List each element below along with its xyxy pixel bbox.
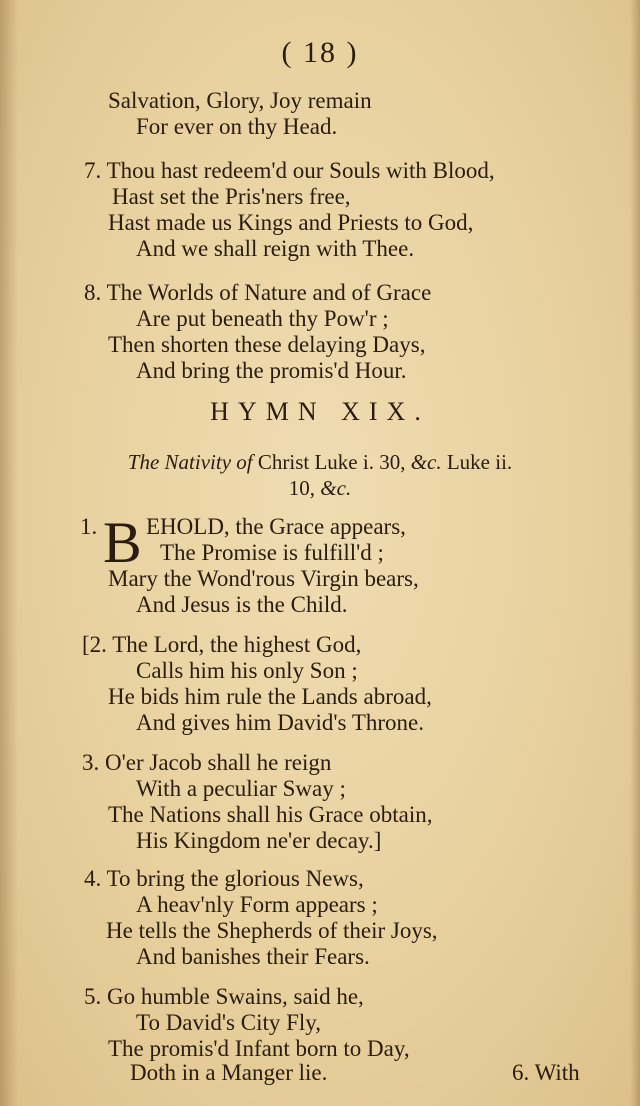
verse-number: 1. — [80, 514, 98, 539]
verse-line: 5. Go humble Swains, said he, — [84, 984, 364, 1009]
verse-line: His Kingdom ne'er decay.] — [136, 828, 382, 853]
subtitle-roman: Luke ii. — [446, 450, 513, 474]
subtitle-roman: 10, — [288, 476, 316, 500]
verse-line: Hast set the Pris'ners free, — [112, 184, 351, 209]
verse-line: And Jesus is the Child. — [136, 592, 348, 617]
verse-line: 8. The Worlds of Nature and of Grace — [84, 280, 432, 305]
verse-line: The promis'd Infant born to Day, — [108, 1036, 410, 1061]
verse-line: [2. The Lord, the highest God, — [82, 632, 362, 657]
verse-line: And gives him David's Throne. — [136, 710, 424, 735]
verse-line: Then shorten these delaying Days, — [108, 332, 426, 357]
hymn-subtitle-line-1 — [0, 450, 640, 475]
verse-line: He tells the Shepherds of their Joys, — [106, 918, 438, 943]
verse-line: Mary the Wond'rous Virgin bears, — [108, 566, 419, 591]
verse-line: EHOLD, the Grace appears, — [146, 514, 406, 539]
subtitle-roman: Christ Luke i. 30, — [257, 450, 406, 474]
verse-line: And banishes their Fears. — [136, 944, 370, 969]
verse-line: He bids him rule the Lands abroad, — [108, 684, 432, 709]
verse-line: For ever on thy Head. — [136, 114, 338, 139]
verse-line: The Nations shall his Grace obtain, — [108, 802, 433, 827]
page-edge-shadow-left — [0, 0, 18, 1106]
hymn-title: HYMN XIX. — [210, 397, 430, 426]
verse-line: 3. O'er Jacob shall he reign — [82, 750, 332, 775]
page-edge-shadow-right — [630, 0, 640, 1106]
catchword: 6. With — [512, 1060, 580, 1085]
verse-line: With a peculiar Sway ; — [136, 776, 346, 801]
verse-line: And bring the promis'd Hour. — [136, 358, 407, 383]
verse-line: 4. To bring the glorious News, — [84, 866, 364, 891]
verse-line: And we shall reign with Thee. — [136, 236, 415, 261]
verse-line: The Promise is fulfill'd ; — [160, 540, 384, 565]
subtitle-italic: The Nativity of — [127, 450, 253, 474]
drop-cap: B — [103, 510, 142, 575]
verse-line: Salvation, Glory, Joy remain — [108, 88, 372, 113]
verse-line: 7. Thou hast redeem'd our Souls with Blood, — [84, 158, 495, 183]
subtitle-italic: &c. — [410, 450, 442, 474]
hymn-subtitle-line-2 — [0, 476, 640, 501]
verse-line: Doth in a Manger lie. — [130, 1060, 328, 1085]
verse-line: Calls him his only Son ; — [136, 658, 358, 683]
subtitle-italic: &c. — [320, 476, 352, 500]
verse-line: Hast made us Kings and Priests to God, — [108, 210, 474, 235]
verse-line: To David's City Fly, — [136, 1010, 322, 1035]
verse-line: Are put beneath thy Pow'r ; — [136, 306, 389, 331]
page-number: ( 18 ) — [281, 36, 359, 69]
verse-line: A heav'nly Form appears ; — [136, 892, 378, 917]
